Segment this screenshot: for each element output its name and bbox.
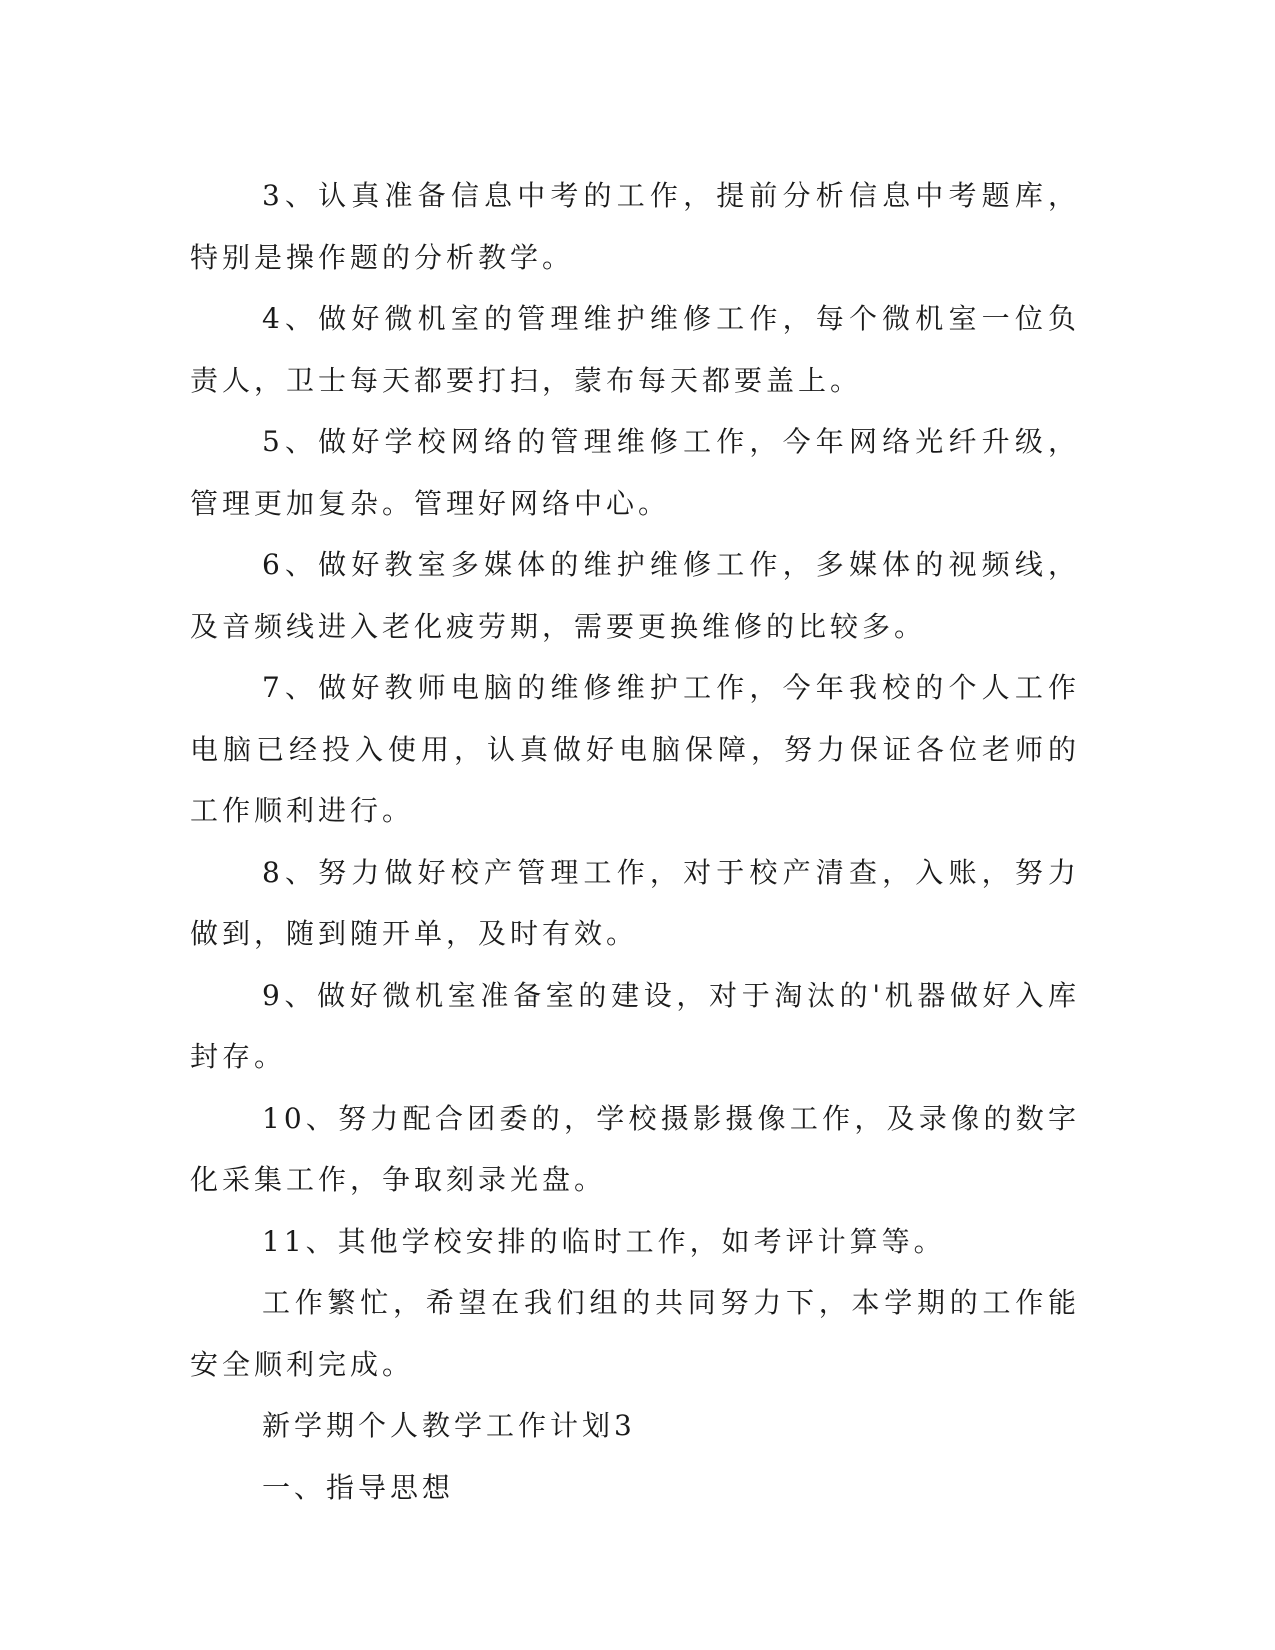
paragraph-item-4: 4、做好微机室的管理维护维修工作，每个微机室一位负责人，卫士每天都要打扫，蒙布每天都要盖上。 (190, 302, 1080, 397)
paragraph-item-6: 6、做好教室多媒体的维护维修工作，多媒体的视频线，及音频线进入老化疲劳期，需要更换维修的比较多。 (190, 548, 1080, 643)
paragraph-item-8: 8、努力做好校产管理工作，对于校产清查，入账，努力做到，随到随开单，及时有效。 (190, 855, 1080, 950)
section-title: 新学期个人教学工作计划3 (262, 1409, 636, 1442)
paragraph-summary: 工作繁忙，希望在我们组的共同努力下，本学期的工作能安全顺利完成。 (190, 1286, 1080, 1381)
document-body (190, 165, 1080, 1518)
section-heading: 一、指导思想 (262, 1470, 455, 1504)
paragraph-item-9: 9、做好微机室准备室的建设，对于淘汰的'机器做好入库封存。 (190, 978, 1080, 1073)
paragraph-item-5: 5、做好学校网络的管理维修工作，今年网络光纤升级，管理更加复杂。管理好网络中心。 (190, 425, 1080, 520)
paragraph-item-10: 10、努力配合团委的，学校摄影摄像工作，及录像的数字化采集工作，争取刻录光盘。 (190, 1101, 1080, 1196)
paragraph-item-3: 3、认真准备信息中考的工作，提前分析信息中考题库，特别是操作题的分析教学。 (190, 179, 1080, 274)
paragraph-item-11: 11、其他学校安排的临时工作，如考评计算等。 (262, 1224, 946, 1258)
paragraph-item-7: 7、做好教师电脑的维修维护工作，今年我校的个人工作电脑已经投入使用，认真做好电脑保障，努力保证各位老师的工作顺利进行。 (190, 671, 1080, 827)
